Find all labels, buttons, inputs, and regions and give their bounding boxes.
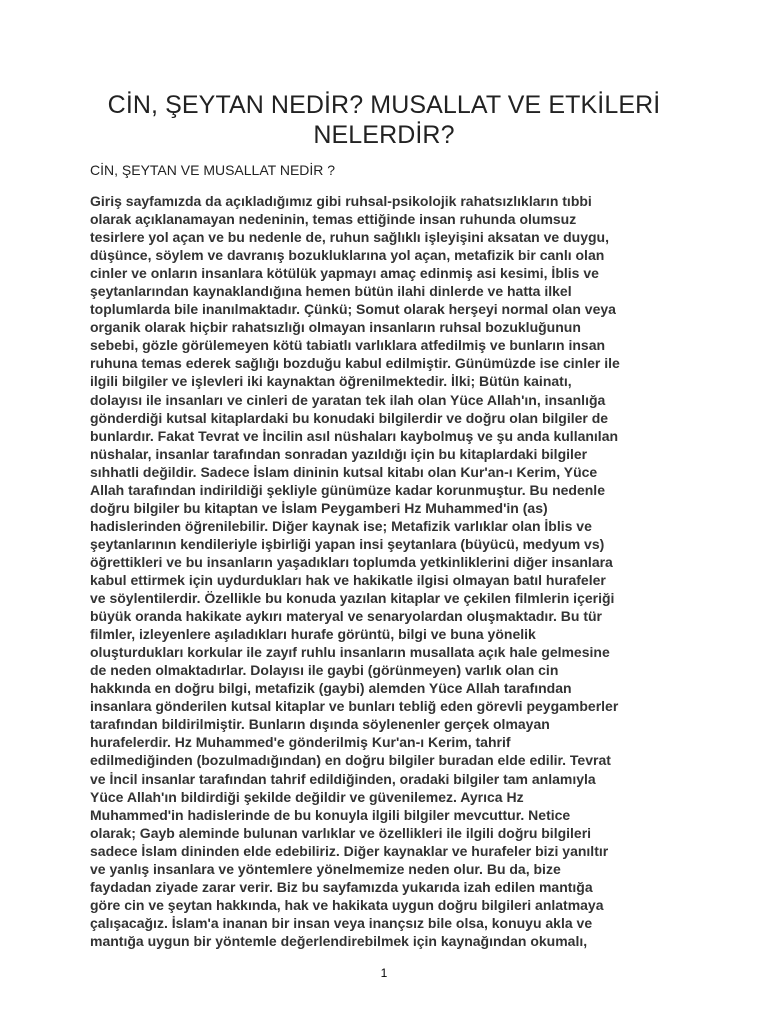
body-line: cinler ve onların insanlara kötülük yapmayı amaç edinmiş asi kesimi, İblis ve [90,265,599,282]
body-line: sebebi, gözle görülemeyen kötü tabiatlı varlıklara atfedilmiş ve bunların insan [90,337,606,354]
body-line: hurafelerdir. Hz Muhammed'e gönderilmiş Kur'an-ı Kerim, tahrif [90,734,511,751]
body-line: hakkında en doğru bilgi, metafizik (gaybi) alemden Yüce Allah tarafından [90,680,572,697]
body-line: Allah tarafından indirildiği şekliyle günümüze kadar korunmuştur. Bu nedenle [90,481,605,498]
document-title: CİN, ŞEYTAN NEDİR? MUSALLAT VE ETKİLERİ NELERDİR? [107,91,661,149]
body-line: ruhuna temas ederek sağlığı bozduğu kabul edilmiştir. Günümüzde ise cinler ile [90,355,620,372]
body-line: insanlara gönderilen kutsal kitaplar ve bunları tebliğ eden görevli peygamberler [90,698,619,715]
body-line: dolayısı ile insanları ve cinleri de yaratan tek ilah olan Yüce Allah'ın, insanlığa [90,391,606,408]
body-line: sıhhatli değildir. Sadece İslam dininin kutsal kitabı olan Kur'an-ı Kerim, Yüce [90,463,598,480]
body-line: ve söylentilerdir. Özellikle bu konuda yazılan kitaplar ve çekilen filmlerin içeriği [90,590,615,607]
body-line: tarafından bildirilmiştir. Bunların dışında söylenenler gerçek olmayan [90,716,550,733]
body-paragraph [90,192,690,950]
body-line: Yüce Allah'ın bildirdiği şekilde değildir ve güvenilemez. Ayrıca Hz [90,788,524,805]
body-line: toplumlarda bile inanılmaktadır. Çünkü; Somut olarak herşeyi normal olan veya [90,301,616,318]
body-line: büyük oranda hakikate aykırı materyal ve senaryolardan oluşmaktadır. Bu tür [90,608,602,625]
body-line: doğru bilgiler bu kitaptan ve İslam Peygamberi Hz Muhammed'in (as) [90,499,548,516]
body-line: filmler, izleyenlere aşıladıkları hurafe görüntü, bilgi ve buna yönelik [90,626,536,643]
body-line: olarak; Gayb aleminde bulunan varlıklar ve özellikleri ile ilgili doğru bilgileri [90,824,592,841]
body-line: Muhammed'in hadislerinde de bu konuyla ilgili bilgiler mevcuttur. Netice [90,806,571,823]
body-line: organik olarak hiçbir rahatsızlığı olmayan insanların ruhsal bozukluğunun [90,319,581,336]
body-line: bunlardır. Fakat Tevrat ve İncilin asıl nüshaları kaybolmuş ve şu anda kullanılan [90,427,619,444]
body-line: edilmediğinden (bozulmadığından) en doğru bilgiler buradan elde edilir. Tevrat [90,752,611,769]
page-number: 1 [380,966,388,980]
body-line: sadece İslam dininden elde edebiliriz. Diğer kaynaklar ve hurafeler bizi yanıltır [90,842,609,859]
body-line: gönderdiği kutsal kitaplardaki bu konudaki bilgilerdir ve doğru olan bilgiler de [90,409,609,426]
body-line: öğrettikleri ve bu insanların yaşadıkları toplumda yetkinliklerini diğer insanlara [90,553,613,570]
body-line: faydadan ziyade zarar verir. Biz bu sayfamızda yukarıda izah edilen mantığa [90,878,593,895]
document-subtitle: CİN, ŞEYTAN VE MUSALLAT NEDİR ? [90,162,336,178]
body-line: mantığa uygun bir yöntemle değerlendirebilmek için kaynağından okumalı, [90,932,588,949]
body-line: çalışacağız. İslam'a inanan bir insan veya inançsız bile olsa, konuyu akla ve [90,914,593,931]
body-line: düşünce, söylem ve davranış bozukluklarına yol açan, metafizik bir canlı olan [90,247,605,264]
body-line: olarak açıklanamayan nedeninin, temas ettiğinde insan ruhunda olumsuz [90,211,577,228]
body-line: tesirlere yol açan ve bu nedenle de, ruhun sağlıklı işleyişini aksatan ve duygu, [90,229,609,246]
body-line: hadislerinden öğrenilebilir. Diğer kaynak ise; Metafizik varlıklar olan İblis ve [90,517,592,534]
body-line: ve İncil insanlar tarafından tahrif edildiğinden, oradaki bilgiler tam anlamıyla [90,770,596,787]
body-line: oluşturdukları korkular ile zayıf ruhlu insanların musallata açık hale gelmesine [90,644,610,661]
body-line: göre cin ve şeytan hakkında, hak ve hakikata uygun doğru bilgileri anlatmaya [90,896,604,913]
body-line: şeytanlarının kendileriyle işbirliği yapan insi şeytanlara (büyücü, medyum vs) [90,535,605,552]
body-line: şeytanlarından kaynaklandığına hemen bütün ilahi dinlerde ve hatta ilkel [90,283,572,300]
body-line: ve yanlış insanlara ve yöntemlere yönelmemize neden olur. Bu da, bize [90,860,561,877]
body-line: nüshalar, insanlar tarafından sonradan yazıldığı için bu kitaplardaki bilgiler [90,445,588,462]
body-line: Giriş sayfamızda da açıkladığımız gibi ruhsal-psikolojik rahatsızlıkların tıbbi [90,193,592,209]
body-line: ilgili bilgiler ve işlevleri iki kaynaktan öğrenilmektedir. İlki; Bütün kainatı, [90,373,572,390]
body-line: de neden olmaktadırlar. Dolayısı ile gaybi (görünmeyen) varlık olan cin [90,662,559,679]
body-line: kabul ettirmek için uydurdukları hak ve hakikatle ilgisi olmayan batıl hurafeler [90,571,606,588]
